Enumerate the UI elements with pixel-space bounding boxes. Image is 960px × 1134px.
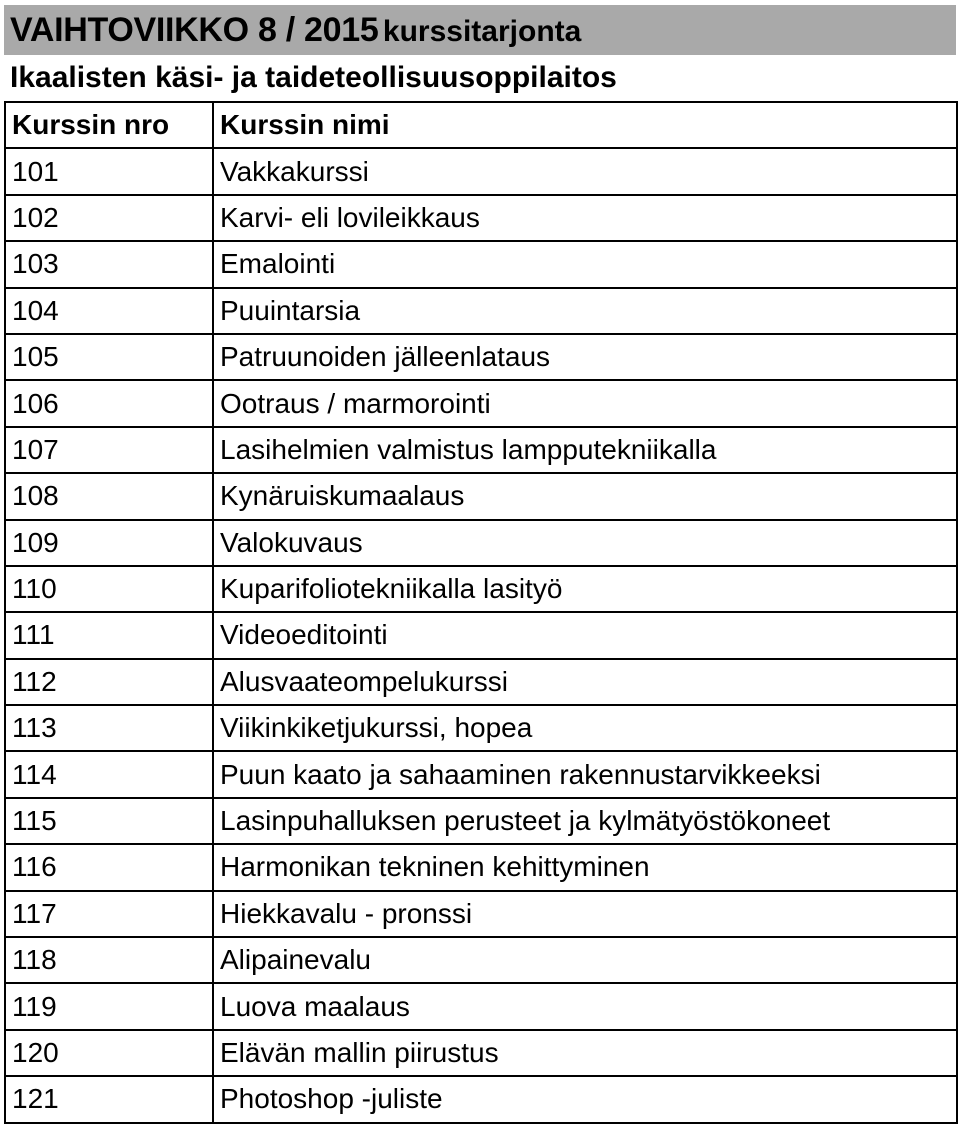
- title-bar: [4, 5, 956, 55]
- course-name: Videoeditointi: [213, 612, 957, 658]
- course-number: 104: [5, 288, 213, 334]
- table-row: [5, 288, 957, 334]
- course-name: Elävän mallin piirustus: [213, 1030, 957, 1076]
- course-number: 111: [5, 612, 213, 658]
- table-row: [5, 705, 957, 751]
- course-name: Puun kaato ja sahaaminen rakennustarvikkeeksi: [213, 751, 957, 797]
- course-name: Valokuvaus: [213, 520, 957, 566]
- course-number: 117: [5, 891, 213, 937]
- table-row: [5, 612, 957, 658]
- table-row: [5, 1030, 957, 1076]
- course-name: Alusvaateompelukurssi: [213, 659, 957, 705]
- table-row: [5, 520, 957, 566]
- institution-name: Ikaalisten käsi- ja taideteollisuusoppilaitos: [10, 61, 617, 94]
- course-number: 108: [5, 473, 213, 519]
- column-header-course-name: Kurssin nimi: [213, 102, 957, 148]
- table-row: [5, 427, 957, 473]
- course-name: Photoshop -juliste: [213, 1076, 957, 1122]
- course-table: [4, 101, 958, 1124]
- course-name: Lasinpuhalluksen perusteet ja kylmätyöstökoneet: [213, 798, 957, 844]
- table-row: [5, 844, 957, 890]
- course-name: Kuparifoliotekniikalla lasityö: [213, 566, 957, 612]
- table-row: [5, 566, 957, 612]
- table-row: [5, 241, 957, 287]
- course-name: Hiekkavalu - pronssi: [213, 891, 957, 937]
- table-row: [5, 1076, 957, 1122]
- page-title: VAIHTOVIIKKO 8 / 2015: [10, 11, 379, 49]
- course-number: 101: [5, 148, 213, 194]
- course-name: Kynäruiskumaalaus: [213, 473, 957, 519]
- table-row: [5, 798, 957, 844]
- course-number: 110: [5, 566, 213, 612]
- course-number: 113: [5, 705, 213, 751]
- course-number: 102: [5, 195, 213, 241]
- table-row: [5, 195, 957, 241]
- table-row: [5, 473, 957, 519]
- course-name: Emalointi: [213, 241, 957, 287]
- course-name: Patruunoiden jälleenlataus: [213, 334, 957, 380]
- table-row: [5, 983, 957, 1029]
- course-name: Luova maalaus: [213, 983, 957, 1029]
- course-number: 112: [5, 659, 213, 705]
- course-number: 121: [5, 1076, 213, 1122]
- course-number: 105: [5, 334, 213, 380]
- course-number: 114: [5, 751, 213, 797]
- course-name: Alipainevalu: [213, 937, 957, 983]
- table-row: [5, 380, 957, 426]
- course-number: 107: [5, 427, 213, 473]
- course-name: Harmonikan tekninen kehittyminen: [213, 844, 957, 890]
- course-name: Puuintarsia: [213, 288, 957, 334]
- course-number: 119: [5, 983, 213, 1029]
- table-row: [5, 937, 957, 983]
- course-rows: [5, 148, 957, 1122]
- course-number: 120: [5, 1030, 213, 1076]
- course-number: 103: [5, 241, 213, 287]
- table-row: [5, 751, 957, 797]
- course-name: Lasihelmien valmistus lampputekniikalla: [213, 427, 957, 473]
- table-row: [5, 659, 957, 705]
- column-header-course-number: Kurssin nro: [5, 102, 213, 148]
- course-name: Viikinkiketjukurssi, hopea: [213, 705, 957, 751]
- course-number: 106: [5, 380, 213, 426]
- course-name: Karvi- eli lovileikkaus: [213, 195, 957, 241]
- course-number: 115: [5, 798, 213, 844]
- course-name: Ootraus / marmorointi: [213, 380, 957, 426]
- table-header-row: [5, 102, 957, 148]
- table-row: [5, 891, 957, 937]
- course-name: Vakkakurssi: [213, 148, 957, 194]
- course-number: 116: [5, 844, 213, 890]
- table-row: [5, 334, 957, 380]
- course-number: 109: [5, 520, 213, 566]
- table-row: [5, 148, 957, 194]
- course-number: 118: [5, 937, 213, 983]
- page-subtitle: kurssitarjonta: [382, 15, 582, 48]
